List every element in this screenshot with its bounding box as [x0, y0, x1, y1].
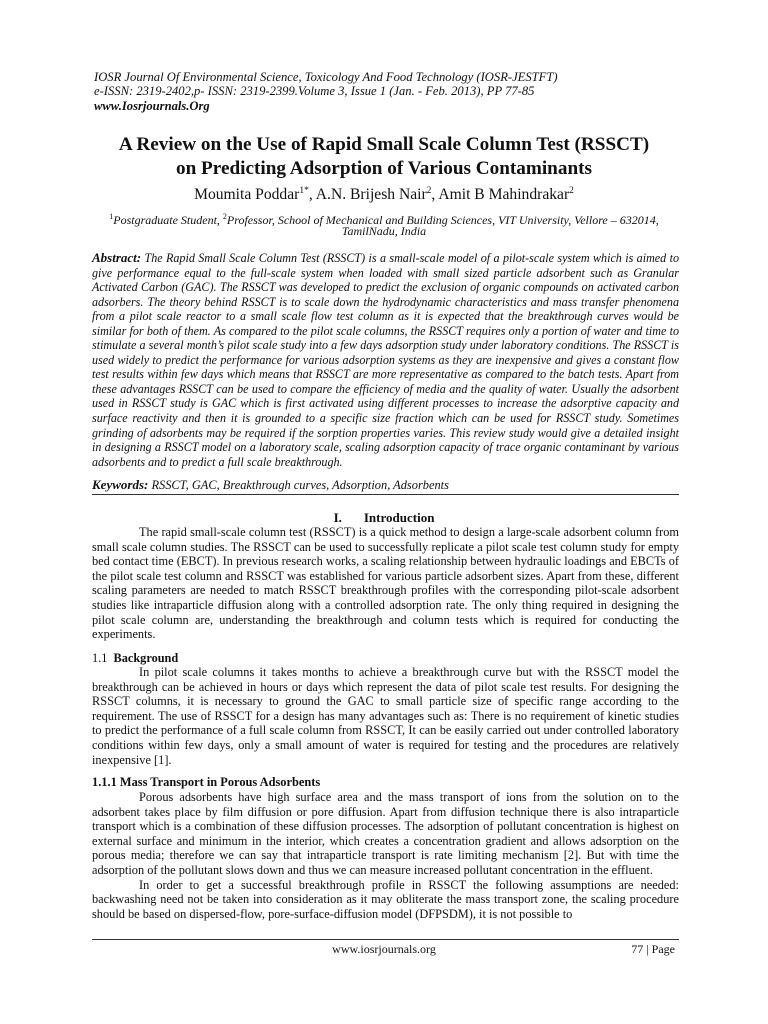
author-2-affil: 2: [426, 186, 432, 196]
section-number: I.: [333, 510, 342, 525]
background-text: In pilot scale columns it takes months to achieve a breakthrough curve but with the RSSCT model the breakthrough can be achieved in hours or days which represent the data of pilot scale test results. For designing the RSSCT columns, it is necessary to ground the GAC to small particle size of specific range according to the requirement. The use of RSSCT for a design has many advantages such as: There is no requirement of kinetic studies to predict the performance of a full scale column from RSSCT, It can be easily carried out under controlled laboratory conditions within few days, only a small amount of water is required for testing and the procedures are relatively inexpensive [1].: [92, 665, 679, 767]
subsection-title: Background: [113, 651, 179, 665]
author-2: , A.N. Brijesh Nair: [308, 186, 427, 204]
paper-title-line2: on Predicting Adsorption of Various Contaminants: [176, 158, 592, 179]
affil-part-2: Professor, School of Mechanical and Building Sciences, VIT University, Vellore – 632014,: [226, 213, 659, 227]
author-3-affil: 2: [569, 186, 574, 196]
affiliation-line2: TamilNadu, India: [341, 224, 427, 238]
journal-name: IOSR Journal Of Environmental Science, Toxicology And Food Technology (IOSR-JESTFT): [94, 70, 558, 84]
background-paragraph: [92, 665, 679, 767]
mass-transport-text-2: In order to get a successful breakthrough profile in RSSCT the following assumptions are needed: backwashing need not be taken into consideration as it may obliterate the mass transport zone, the scaling procedure should be based on dispersed-flow, pore-surface-diffusion model (DFPSDM), it is not possible to: [92, 877, 679, 921]
subsection-number: 1.1: [92, 651, 108, 665]
section-title: Introduction: [363, 510, 435, 525]
footer-divider: [92, 939, 679, 940]
footer-url: www.iosrjournals.org: [332, 942, 436, 956]
subsection-heading-background: [92, 651, 178, 666]
affil-sup-1: 1: [109, 212, 114, 221]
subsubsection-heading-mass-transport: 1.1.1 Mass Transport in Porous Adsorbents: [92, 775, 321, 789]
keywords-label: Keywords:: [92, 477, 149, 492]
footer-page-number: 77 | Page: [631, 942, 675, 956]
intro-paragraph: [92, 525, 679, 642]
section-heading-introduction: [0, 510, 768, 526]
affil-part-1: Postgraduate Student,: [113, 213, 223, 227]
abstract-text: The Rapid Small Scale Column Test (RSSCT) is a small-scale model of a pilot-scale system which is aimed to give performance equal to the full-scale system when loaded with small sized particle adsorbent such as Granular Activated Carbon (GAC). The RSSCT was developed to predict the exclusion of organic compounds on activated carbon adsorbers. The theory behind RSSCT is to scale down the hydrodynamic characteristics and mass transfer phenomena from a pilot scale reactor to a small scale flow test column as it is expected that the breakthrough curves would be similar for both of them. As compared to the pilot scale columns, the RSSCT requires only a portion of water and time to stimulate a several month’s pilot scale study into a few days adsorption study under laboratory conditions. The RSSCT is used widely to predict the performance for various adsorption systems as they are inexpensive and gives a constant flow test results within few days which means that RSSCT are more representative as compared to the batch tests. Apart from these advantages RSSCT can be used to compare the efficiency of media and the quality of water. Usually the adsorbent used in RSSCT study is GAC which is first activated using different processes to increase the adsorptive capacity and surface reactivity and then it is grounded to a specific size fraction which can be used for RSSCT study. Sometimes grinding of adsorbents may be required if the sorption properties varies. This review study would give a detailed insight in designing a RSSCT model on a laboratory scale, scaling adsorption capacity of trace organic contaminant by various adsorbents and to predict a full scale breakthrough.: [92, 251, 679, 469]
keywords: [92, 477, 449, 493]
author-1: Moumita Poddar: [194, 186, 300, 204]
keywords-text: RSSCT, GAC, Breakthrough curves, Adsorption, Adsorbents: [148, 478, 449, 492]
journal-website: www.Iosrjournals.Org: [94, 99, 210, 113]
mass-transport-paragraphs: [92, 790, 679, 921]
intro-text: The rapid small-scale column test (RSSCT) is a quick method to design a large-scale adsorbent column from small scale column studies. The RSSCT can be used to successfully replicate a pilot scale test column study for empty bed contact time (EBCT). In previous research works, a scaling relationship between hydraulic loadings and EBCTs of the pilot scale test column and RSSCT was established for various particle adsorbent sizes. Apart from these, different scaling parameters are needed to match RSSCT breakthrough profiles with the corresponding pilot-scale adsorbent studies like intraparticle diffusion along with a controlled adsorption rate. The only thing required in designing the pilot scale column are, understanding the breakthrough and column tests which is required for conducting the experiments.: [92, 525, 679, 642]
abstract: [92, 251, 679, 469]
abstract-divider: [92, 494, 679, 495]
author-1-affil: 1*: [299, 186, 309, 196]
journal-issn: e-ISSN: 2319-2402,p- ISSN: 2319-2399.Volume 3, Issue 1 (Jan. - Feb. 2013), PP 77-85: [94, 84, 535, 98]
abstract-label: Abstract:: [92, 250, 142, 265]
paper-title-line1: A Review on the Use of Rapid Small Scale Column Test (RSSCT): [118, 134, 650, 155]
affil-sup-2: 2: [222, 212, 227, 221]
author-list: [0, 186, 768, 204]
author-3: , Amit B Mahindrakar: [431, 186, 570, 204]
mass-transport-text-1: Porous adsorbents have high surface area and the mass transport of ions from the solution on to the adsorbent takes place by film diffusion or pore diffusion. Apart from diffusion technique there is also intraparticle transport which is a combination of these diffusion processes. The adsorption of pollutant concentration is highest on external surface and minimum in the interior, which creates a concentration gradient and allows adsorption on the porous media; therefore we can say that intraparticle transport is rate limiting mechanism [2]. But with time the adsorption of the pollutant slows down and thus we can measure increased pollutant concentration in the effluent.: [92, 790, 679, 877]
